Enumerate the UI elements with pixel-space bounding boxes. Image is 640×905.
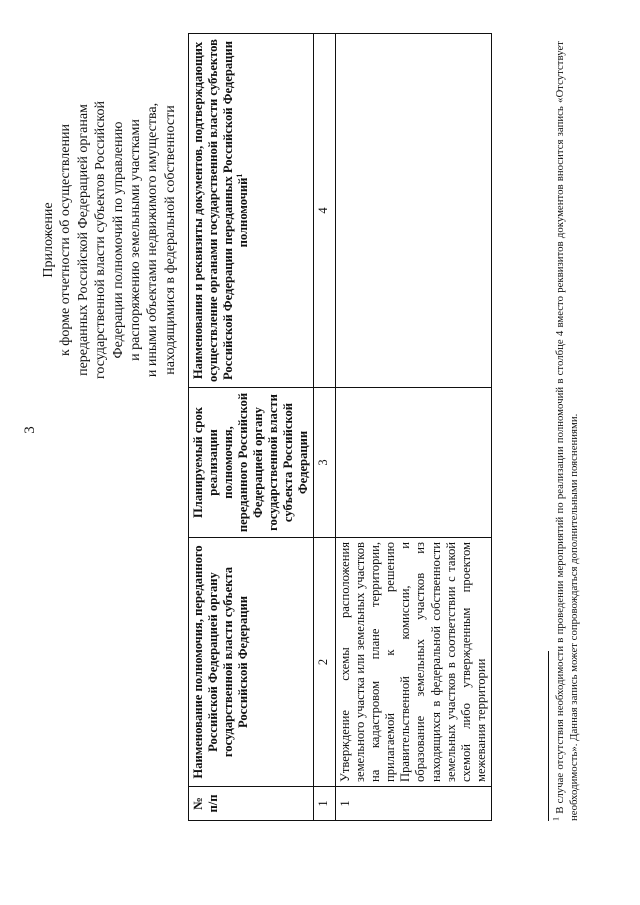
column-number-row <box>314 34 336 821</box>
appendix-line: находящимися в федеральной собственности <box>162 105 178 375</box>
header-authority: Наименование полномочия, переданного Российской Федерацией органу государственной власти субъекта Российской Федерации <box>189 538 314 787</box>
footnote-mark: 1 <box>234 173 244 178</box>
row-number: 1 <box>336 787 492 821</box>
column-number: 3 <box>314 388 336 538</box>
column-number: 1 <box>314 787 336 821</box>
appendix-line: Приложение <box>41 202 56 278</box>
header-documents-text: Наименования и реквизиты документов, подтверждающих осуществление органами государственной власти субъектов Российской Федерации переданных Российской Федерации полномочий <box>191 39 250 382</box>
header-term: Планируемый срок реализации полномочия, переданного Российской Федерацией органу государственной власти субъекта Российской Федерации <box>189 388 314 538</box>
footnote-text: В случае отсутствия необходимости в проведении мероприятий по реализации полномочий в столбце 4 вместо реквизитов документов вносится запись «Отсутствует необходимость». Данная запись может сопровождаться дополнительными пояснениями. <box>554 41 580 821</box>
column-number: 4 <box>314 34 336 388</box>
appendix-line: к форме отчетности об осуществлении <box>58 124 74 356</box>
table-header-row <box>189 34 314 821</box>
row-authority: Утверждение схемы расположения земельного участка или земельных участков на кадастровом плане территории, прилагаемой к решению Правительственной комиссии, и образование земельных участков из находящихся в федеральной собственности земельных участков в соответствии с такой схемой либо утвержденным проектом межевания территории <box>336 538 492 787</box>
footnote-number: 1 <box>551 817 561 821</box>
appendix-line: переданных Российской Федерацией органам <box>75 104 91 376</box>
row-term <box>336 388 492 538</box>
appendix-line: и распоряжению земельными участками <box>128 119 144 361</box>
footnote-separator <box>548 651 549 821</box>
appendix-line: Федерации полномочий по управлению <box>110 121 126 359</box>
appendix-line: государственной власти субъектов Российской <box>93 101 109 379</box>
column-number: 2 <box>314 538 336 787</box>
footnote <box>553 41 581 821</box>
table-row <box>336 34 492 821</box>
page-number: 3 <box>22 426 38 434</box>
appendix-caption <box>40 30 179 450</box>
header-documents <box>189 34 314 388</box>
row-documents <box>336 34 492 388</box>
appendix-line: и иными объектами недвижимого имущества, <box>145 102 161 378</box>
authority-table <box>188 33 492 821</box>
header-number: № п/п <box>189 787 314 821</box>
